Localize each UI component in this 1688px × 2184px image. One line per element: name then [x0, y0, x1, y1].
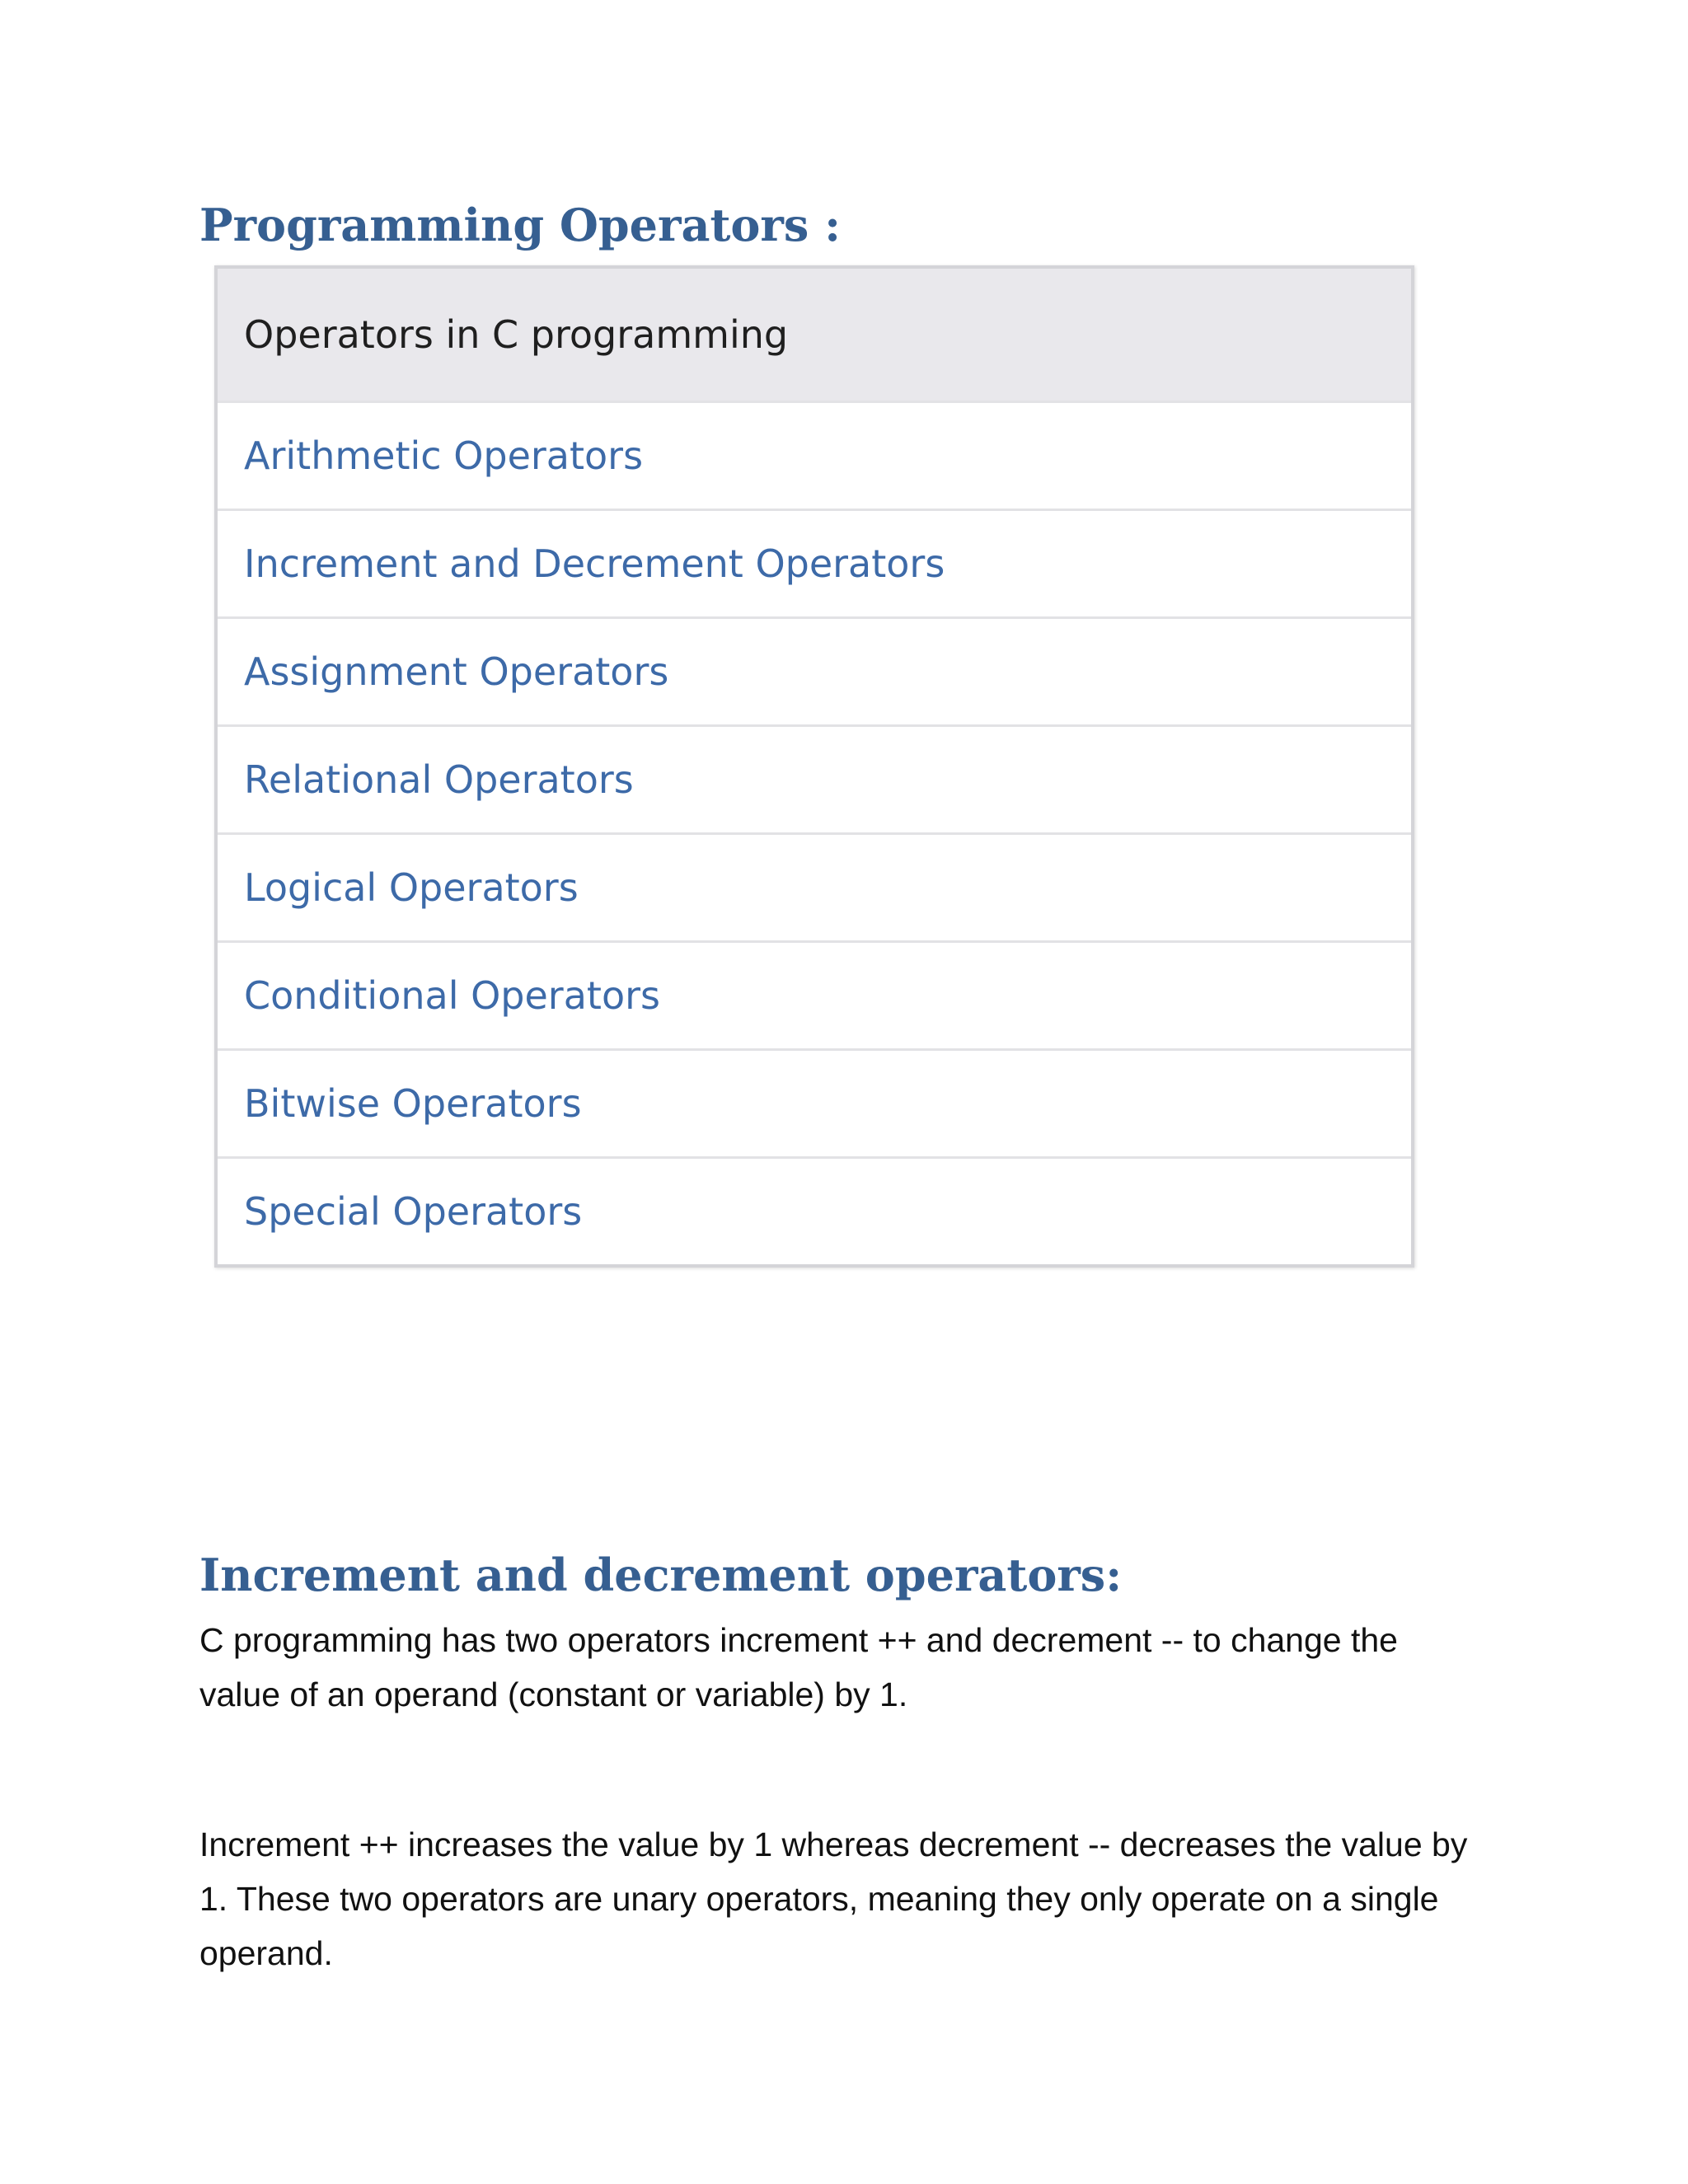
toc-link-arithmetic-operators[interactable]: Arithmetic Operators — [218, 401, 1411, 509]
toc-link-relational-operators[interactable]: Relational Operators — [218, 724, 1411, 832]
paragraph-unary-explanation: Increment ++ increases the value by 1 whereas decrement -- decreases the value by 1. These two operators are unary operators, meaning they only operate on a single operand. — [199, 1825, 1468, 1972]
operators-table-header: Operators in C programming — [218, 269, 1411, 401]
toc-link-assignment-operators[interactable]: Assignment Operators — [218, 616, 1411, 724]
toc-link-special-operators[interactable]: Special Operators — [218, 1156, 1411, 1264]
toc-link-bitwise-operators[interactable]: Bitwise Operators — [218, 1048, 1411, 1156]
section-heading-programming-operators: Programming Operators : — [199, 199, 842, 251]
section-heading-increment-decrement: Increment and decrement operators: — [199, 1549, 1123, 1601]
toc-link-logical-operators[interactable]: Logical Operators — [218, 832, 1411, 940]
toc-link-increment-decrement-operators[interactable]: Increment and Decrement Operators — [218, 509, 1411, 616]
paragraph-intro: C programming has two operators increment ++ and decrement -- to change the value of an operand (constant or variable) by 1. — [199, 1621, 1398, 1713]
toc-link-conditional-operators[interactable]: Conditional Operators — [218, 940, 1411, 1048]
operators-table — [214, 265, 1414, 1268]
